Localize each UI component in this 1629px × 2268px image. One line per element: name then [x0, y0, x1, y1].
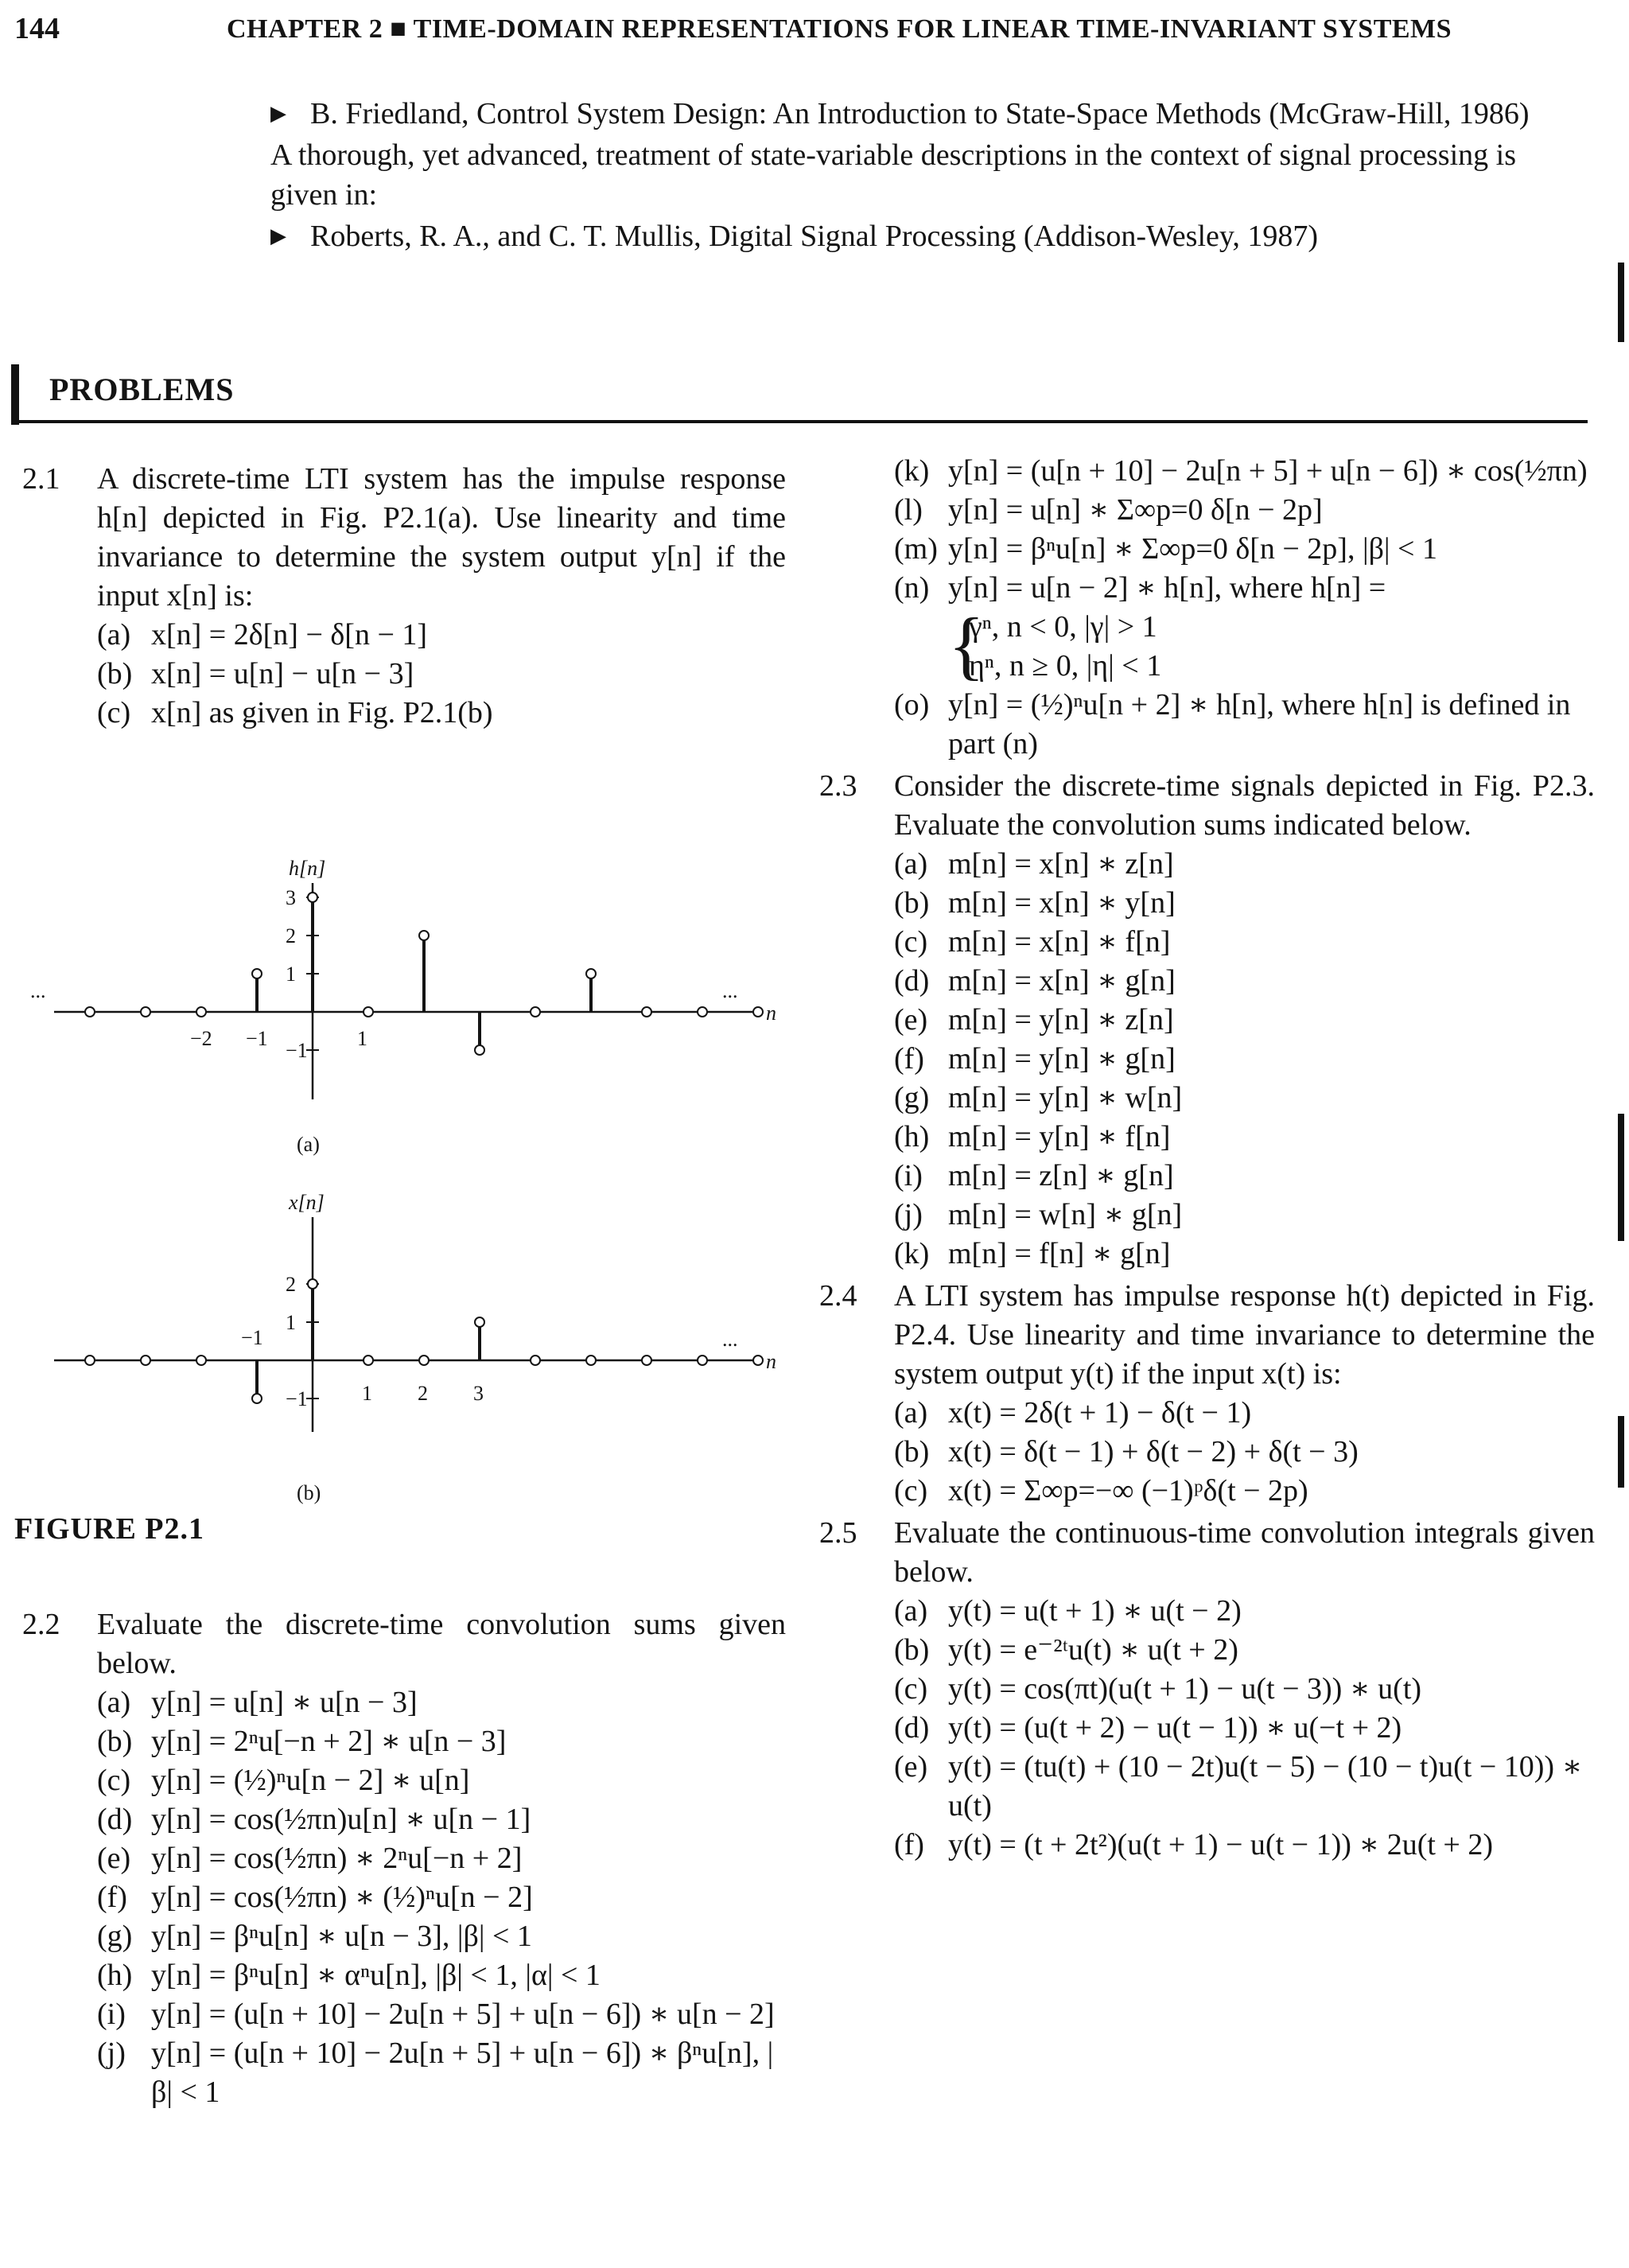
problem-part: (b) y[n] = 2ⁿu[−n + 2] ∗ u[n − 3]	[97, 1725, 507, 1758]
stem-marker	[531, 1007, 540, 1017]
problem-part: (a) x(t) = 2δ(t + 1) − δ(t − 1)	[894, 1396, 1252, 1430]
right-column	[819, 452, 1595, 1868]
stem-marker	[698, 1007, 707, 1017]
stem-marker	[419, 1356, 429, 1365]
case-row: ηⁿ, n ≥ 0, |η| < 1	[969, 649, 1162, 683]
problem-text: Consider the discrete-time signals depicted in Fig. P2.3. Evaluate the convolution sums indicated below.	[894, 769, 1595, 842]
problem-part: (i) y[n] = (u[n + 10] − 2u[n + 5] + u[n − 6]) ∗ u[n − 2]	[97, 1998, 775, 2031]
problem-part: (d) y(t) = (u(t + 2) − u(t − 1)) ∗ u(−t + 2)	[894, 1711, 1402, 1745]
ellipsis-left: ...	[30, 979, 46, 1002]
y-tick-label: −1	[286, 1039, 308, 1062]
stem-marker	[196, 1356, 206, 1365]
stem-plot-b	[54, 1191, 776, 1504]
x-tick-label: 2	[418, 1382, 428, 1405]
stem-marker	[475, 1045, 484, 1055]
problem-part: (f) y(t) = (t + 2t²)(u(t + 1) − u(t − 1)) ∗ 2u(t + 2)	[894, 1828, 1494, 1861]
problem-part: (g) m[n] = y[n] ∗ w[n]	[894, 1081, 1183, 1115]
problem-part: (c) y[n] = (½)ⁿu[n − 2] ∗ u[n]	[97, 1764, 470, 1797]
problem-part: (i) m[n] = z[n] ∗ g[n]	[894, 1159, 1174, 1192]
stem-marker	[753, 1007, 763, 1017]
x-axis-label: n	[766, 1002, 776, 1025]
problem-2-2-continued	[819, 452, 1595, 764]
problem-part: (k) m[n] = f[n] ∗ g[n]	[894, 1237, 1171, 1270]
stem-marker	[531, 1356, 540, 1365]
y-tick-label: 1	[286, 1311, 296, 1334]
problem-part: (h) y[n] = βⁿu[n] ∗ αⁿu[n], |β| < 1, |α| < 1	[97, 1959, 601, 1992]
y-tick-label: 2	[286, 924, 296, 947]
stem-marker	[364, 1356, 373, 1365]
x-tick-label: −1	[246, 1027, 268, 1050]
x-tick-label: 1	[362, 1382, 372, 1405]
problem-2-1	[22, 460, 786, 736]
section-rule	[11, 420, 1588, 423]
triangle-bullet-icon: ▶	[270, 224, 286, 247]
y-tick-label: 1	[286, 963, 296, 986]
stem-marker	[85, 1356, 95, 1365]
problem-part: (l) y[n] = u[n] ∗ Σ∞p=0 δ[n − 2p]	[894, 493, 1323, 527]
problem-2-4	[819, 1277, 1595, 1511]
problem-part: (a) x[n] = 2δ[n] − δ[n − 1]	[97, 618, 428, 652]
margin-mark	[1618, 1416, 1624, 1488]
stem-marker	[141, 1007, 150, 1017]
problem-part: (b) x[n] = u[n] − u[n − 3]	[97, 657, 414, 691]
y-axis-label: h[n]	[289, 857, 326, 880]
stem-marker	[586, 1356, 596, 1365]
stem-marker	[642, 1356, 651, 1365]
figure-caption: FIGURE P2.1	[14, 1512, 204, 1546]
problem-part: (a) y[n] = u[n] ∗ u[n − 3]	[97, 1686, 418, 1719]
problem-part: (n) y[n] = u[n − 2] ∗ h[n], where h[n] = { γⁿ, n < 0, |γ| > 1 ηⁿ, n ≥ 0, |η| < 1	[894, 571, 1386, 687]
problem-text: Evaluate the continuous-time convolution integrals given below.	[894, 1516, 1595, 1589]
ellipsis-right: ...	[722, 1328, 738, 1351]
problem-2-5	[819, 1514, 1595, 1865]
problem-part: (f) m[n] = y[n] ∗ g[n]	[894, 1042, 1176, 1076]
problem-part: (h) m[n] = y[n] ∗ f[n]	[894, 1120, 1171, 1153]
problem-number: 2.3	[819, 769, 857, 803]
stem-marker	[642, 1007, 651, 1017]
stem-marker	[364, 1007, 373, 1017]
problem-part: (b) x(t) = δ(t − 1) + δ(t − 2) + δ(t − 3)	[894, 1435, 1359, 1469]
problem-number: 2.4	[819, 1279, 857, 1313]
stem-marker	[308, 893, 317, 902]
problem-part: (c) x[n] as given in Fig. P2.1(b)	[97, 696, 493, 729]
problem-part: (d) m[n] = x[n] ∗ g[n]	[894, 964, 1176, 998]
problem-number: 2.2	[22, 1608, 60, 1641]
reference-item	[270, 94, 1587, 134]
x-tick-label: 1	[357, 1027, 367, 1050]
stem-marker	[419, 931, 429, 940]
triangle-bullet-icon: ▶	[270, 102, 286, 125]
section-bar	[11, 364, 19, 425]
problem-part: (c) y(t) = cos(πt)(u(t + 1) − u(t − 3)) ∗ u(t)	[894, 1672, 1422, 1706]
problem-part: (o) y[n] = (½)ⁿu[n + 2] ∗ h[n], where h[n] is defined in part (n)	[894, 688, 1571, 761]
piecewise-cases	[948, 602, 1162, 687]
stem-marker	[196, 1007, 206, 1017]
section-title: PROBLEMS	[49, 372, 235, 407]
margin-mark	[1618, 263, 1624, 342]
references-paragraph: A thorough, yet advanced, treatment of state-variable descriptions in the context of signal processing is given in:	[270, 138, 1516, 212]
panel-label: (b)	[297, 1481, 321, 1504]
reference-text: Roberts, R. A., and C. T. Mullis, Digital Signal Processing (Addison-Wesley, 1987)	[310, 220, 1319, 253]
stem-marker	[698, 1356, 707, 1365]
stem-marker	[141, 1356, 150, 1365]
stem-marker	[85, 1007, 95, 1017]
problem-part: (f) y[n] = cos(½πn) ∗ (½)ⁿu[n − 2]	[97, 1881, 533, 1914]
figure-p2-1	[22, 811, 802, 1511]
x-tick-label: −1	[241, 1326, 263, 1349]
stem-marker	[475, 1317, 484, 1327]
ellipsis-right: ...	[722, 979, 738, 1002]
y-tick-label: 3	[286, 886, 296, 909]
problem-part: (g) y[n] = βⁿu[n] ∗ u[n − 3], |β| < 1	[97, 1920, 532, 1953]
problem-part: (a) m[n] = x[n] ∗ z[n]	[894, 847, 1174, 881]
problem-number: 2.1	[22, 462, 60, 496]
problem-text: A LTI system has impulse response h(t) depicted in Fig. P2.4. Use linearity and time invariance to determine the system output y(t) if the input x(t) is:	[894, 1279, 1595, 1391]
problem-2-3	[819, 767, 1595, 1274]
problem-part: (j) m[n] = w[n] ∗ g[n]	[894, 1198, 1183, 1231]
stem-marker	[753, 1356, 763, 1365]
stem-marker	[252, 1394, 262, 1403]
left-brace-icon: {	[948, 602, 986, 687]
y-axis-label: x[n]	[289, 1191, 325, 1214]
problem-part: (j) y[n] = (u[n + 10] − 2u[n + 5] + u[n − 6]) ∗ βⁿu[n], |β| < 1	[97, 2037, 774, 2109]
problem-part: (b) y(t) = e⁻²ᵗu(t) ∗ u(t + 2)	[894, 1633, 1238, 1667]
problem-part: (e) y(t) = (tu(t) + (10 − 2t)u(t − 5) − (10 − t)u(t − 10)) ∗ u(t)	[894, 1750, 1583, 1823]
page-number: 144	[14, 12, 60, 45]
references-block	[270, 94, 1587, 256]
reference-item	[270, 216, 1587, 256]
problem-part: (k) y[n] = (u[n + 10] − 2u[n + 5] + u[n − 6]) ∗ cos(½πn)	[894, 454, 1588, 488]
running-head: CHAPTER 2 ■ TIME-DOMAIN REPRESENTATIONS FOR LINEAR TIME-INVARIANT SYSTEMS	[227, 14, 1452, 44]
problem-number: 2.5	[819, 1516, 857, 1550]
problem-text: Evaluate the discrete-time convolution sums given below.	[97, 1608, 786, 1680]
problem-part: (b) m[n] = x[n] ∗ y[n]	[894, 886, 1176, 920]
problem-part: (a) y(t) = u(t + 1) ∗ u(t − 2)	[894, 1594, 1242, 1628]
problem-part: (e) m[n] = y[n] ∗ z[n]	[894, 1003, 1174, 1037]
x-axis-label: n	[766, 1350, 776, 1373]
stem-marker	[308, 1279, 317, 1289]
y-tick-label: 2	[286, 1273, 296, 1296]
stem-marker	[586, 969, 596, 978]
y-tick-label: −1	[286, 1387, 308, 1410]
problem-part: (c) m[n] = x[n] ∗ f[n]	[894, 925, 1171, 959]
case-row: γⁿ, n < 0, |γ| > 1	[969, 610, 1157, 644]
problem-part: (d) y[n] = cos(½πn)u[n] ∗ u[n − 1]	[97, 1803, 531, 1836]
problem-part: (e) y[n] = cos(½πn) ∗ 2ⁿu[−n + 2]	[97, 1842, 523, 1875]
panel-label: (a)	[297, 1133, 320, 1156]
problem-2-2	[22, 1605, 786, 2115]
x-tick-label: 3	[473, 1382, 484, 1405]
problem-text: A discrete-time LTI system has the impulse response h[n] depicted in Fig. P2.1(a). Use linearity and time invariance to determine the system output y[n] if the input x[n] is:	[97, 462, 786, 613]
problem-part: (c) x(t) = Σ∞p=−∞ (−1)ᵖδ(t − 2p)	[894, 1474, 1308, 1507]
problem-part: (m) y[n] = βⁿu[n] ∗ Σ∞p=0 δ[n − 2p], |β| < 1	[894, 532, 1437, 566]
stem-plot-a	[30, 857, 802, 1156]
margin-mark	[1618, 1114, 1624, 1241]
x-tick-label: −2	[190, 1027, 212, 1050]
reference-text: B. Friedland, Control System Design: An Introduction to State-Space Methods (McGraw-Hill, 1986)	[310, 97, 1530, 130]
stem-marker	[252, 969, 262, 978]
